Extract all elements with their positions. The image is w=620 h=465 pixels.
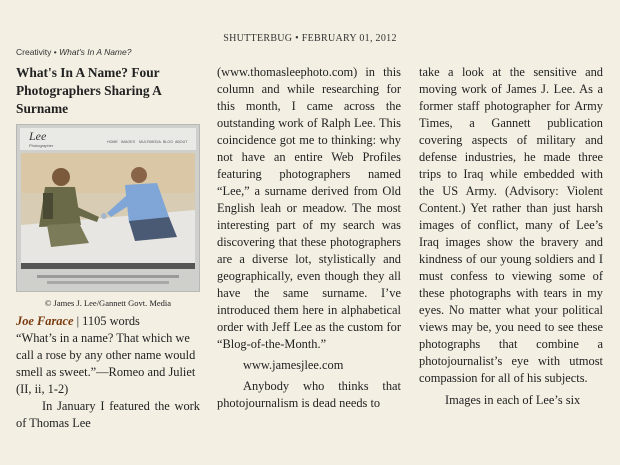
paragraph-1-start: In January I featured the work of Thomas Lee <box>16 399 200 430</box>
breadcrumb-section[interactable]: Creativity <box>16 47 52 57</box>
photo-nav-0: HOME <box>107 140 118 144</box>
breadcrumb <box>16 47 131 57</box>
website-link[interactable]: www.jamesjlee.com <box>243 358 344 372</box>
photo-logo: Lee <box>29 129 47 143</box>
opening-quote: “What’s in a name? That which we call a rose by any other name would smell as sweet.”—Romeo and Juliet (II, ii, 1-2) <box>16 331 196 396</box>
photo-nav-1: IMAGES <box>121 140 135 144</box>
article-column-3 <box>419 64 603 409</box>
article-column-1 <box>16 64 200 432</box>
photo-nav-3: BLOG <box>163 140 173 144</box>
word-count: | 1105 words <box>76 314 140 328</box>
author-name[interactable]: Joe Farace <box>16 314 74 328</box>
article-title <box>16 64 200 118</box>
article-column-2 <box>217 64 401 412</box>
breadcrumb-current: What's In A Name? <box>59 47 132 57</box>
byline <box>16 313 200 330</box>
photo-nav-2: MULTIMEDIA <box>139 140 161 144</box>
paragraph-2-start: Anybody who thinks that photojournalism is dead needs to <box>217 379 401 410</box>
soldier-photo-image <box>17 125 199 291</box>
paragraph-3-start: Images in each of Lee’s six <box>445 393 581 407</box>
article-title-plain: What's In A Name? <box>16 65 128 80</box>
masthead: SHUTTERBUG • FEBRUARY 01, 2012 <box>223 33 397 44</box>
paragraph-1-cont: (www.thomasleephoto.com) in this column and while researching for this month, I came across the outstanding work of Ralph Lee. This coincidence got me to thinking: why not have an entire Web Profiles featuring photographers named “Lee,” a surname derived from Old English leah or meadow. The most interesting part of my search was discovering that these photographers are a diverse lot, stylistically and geographically, even though they all have the same surname. I’ve introduced them here in alphabetical order with Jeff Lee as the custom for “Blog-of-the-Month.” <box>217 65 401 351</box>
article-photo[interactable] <box>16 124 200 292</box>
breadcrumb-separator: • <box>51 47 60 57</box>
photo-logo-sub: Photographer <box>29 143 54 148</box>
article-title-bold: Four Photographers Sharing A Surname <box>16 65 162 116</box>
photo-nav-4: ABOUT <box>175 140 188 144</box>
paragraph-2-cont: take a look at the sensitive and moving work of James J. Lee. As a former staff photographer for Army Times, a Gannett publication covering aspects of military and defense industries, he made three trips to Iraq while embedded with the US Army. (Advisory: Violent Content.) Yet rather than just harsh images of conflict, many of Lee’s Iraq images show the bravery and kindness of our young soldiers and I must confess to viewing some of these photographs with tears in my eyes. No matter what your political views may be, you need to see these photographs that combine a photojournalist’s eye with utmost compassion for all of his subjects. <box>419 65 603 385</box>
photo-caption: © James J. Lee/Gannett Govt. Media <box>44 298 172 308</box>
